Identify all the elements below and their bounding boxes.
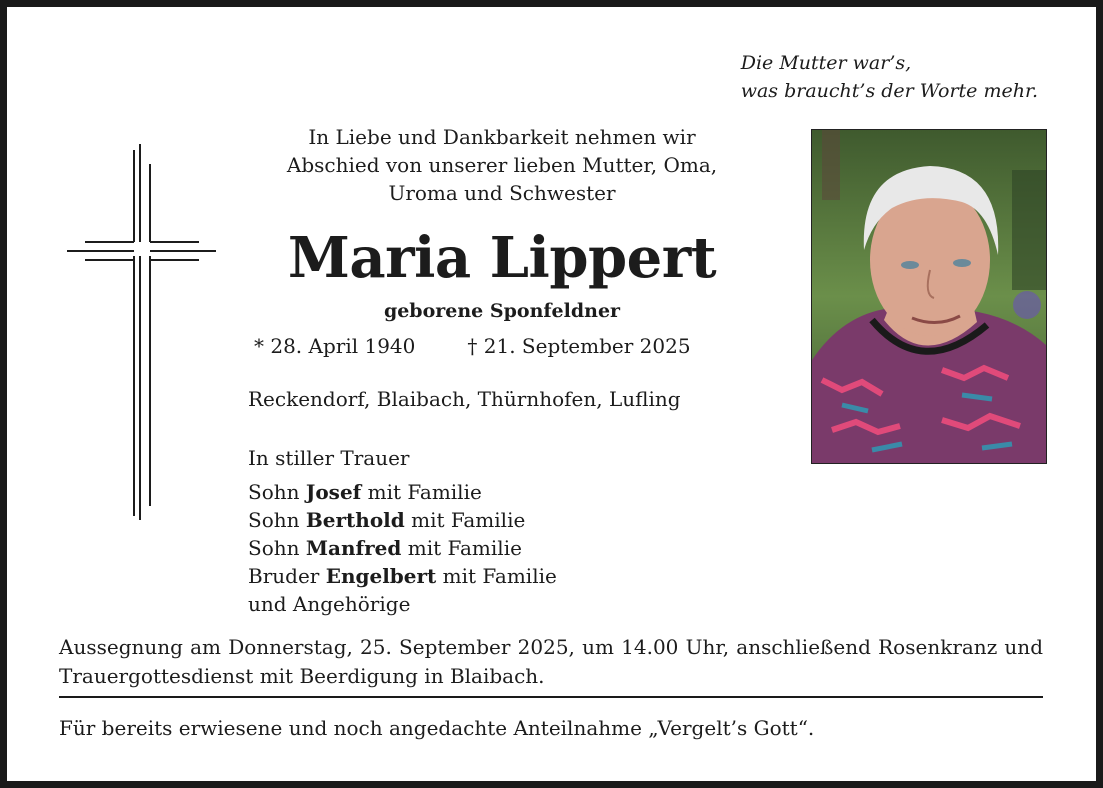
life-dates xyxy=(254,332,754,360)
mourner-suffix: mit Familie xyxy=(442,564,557,588)
thanks-note: Für bereits erwiesene und noch angedachte Anteilnahme „Vergelt’s Gott“. xyxy=(59,716,815,740)
cross-icon xyxy=(59,144,219,520)
mourner-line xyxy=(248,534,557,562)
mourner-line xyxy=(248,506,557,534)
mourner-relation: Sohn xyxy=(248,508,300,532)
birth-date: * 28. April 1940 xyxy=(254,334,416,358)
intro-line-1: In Liebe und Dankbarkeit nehmen wir xyxy=(308,125,696,149)
portrait-image xyxy=(812,130,1046,463)
death-date: † 21. September 2025 xyxy=(467,334,691,358)
service-announcement: Aussegnung am Donnerstag, 25. September 2025, um 14.00 Uhr, anschließend Rosenkranz und Trauergottesdienst mit Beerdigung in Blaibach. xyxy=(59,635,1043,688)
mourner-relation: Sohn xyxy=(248,536,300,560)
deceased-name: Maria Lippert xyxy=(287,225,717,291)
motto-line-2: was braucht’s der Worte mehr. xyxy=(740,80,1038,102)
mourning-label: In stiller Trauer xyxy=(248,446,410,470)
divider-line xyxy=(59,696,1043,698)
motto-quote xyxy=(741,49,1038,105)
mourner-suffix: mit Familie xyxy=(367,480,482,504)
portrait-photo xyxy=(811,129,1047,464)
mourner-line xyxy=(248,562,557,590)
birth-name: geborene Sponfeldner xyxy=(383,300,621,322)
places-of-life: Reckendorf, Blaibach, Thürnhofen, Lufling xyxy=(248,387,681,411)
mourner-suffix: mit Familie xyxy=(407,536,522,560)
intro-line-3: Uroma und Schwester xyxy=(388,181,616,205)
mourner-relation: Sohn xyxy=(248,480,300,504)
mourner-suffix: mit Familie xyxy=(411,508,526,532)
intro-text xyxy=(237,123,767,207)
mourner-line xyxy=(248,478,557,506)
mourner-name: Berthold xyxy=(305,508,405,532)
mourner-relation: Bruder xyxy=(248,564,320,588)
mourner-name: Engelbert xyxy=(325,564,437,588)
mourners-list xyxy=(248,478,557,618)
mourner-name: Josef xyxy=(305,480,362,504)
motto-line-1: Die Mutter war’s, xyxy=(740,52,912,74)
mourners-closing: und Angehörige xyxy=(248,592,411,616)
intro-line-2: Abschied von unserer lieben Mutter, Oma, xyxy=(286,153,718,177)
mourner-name: Manfred xyxy=(305,536,402,560)
